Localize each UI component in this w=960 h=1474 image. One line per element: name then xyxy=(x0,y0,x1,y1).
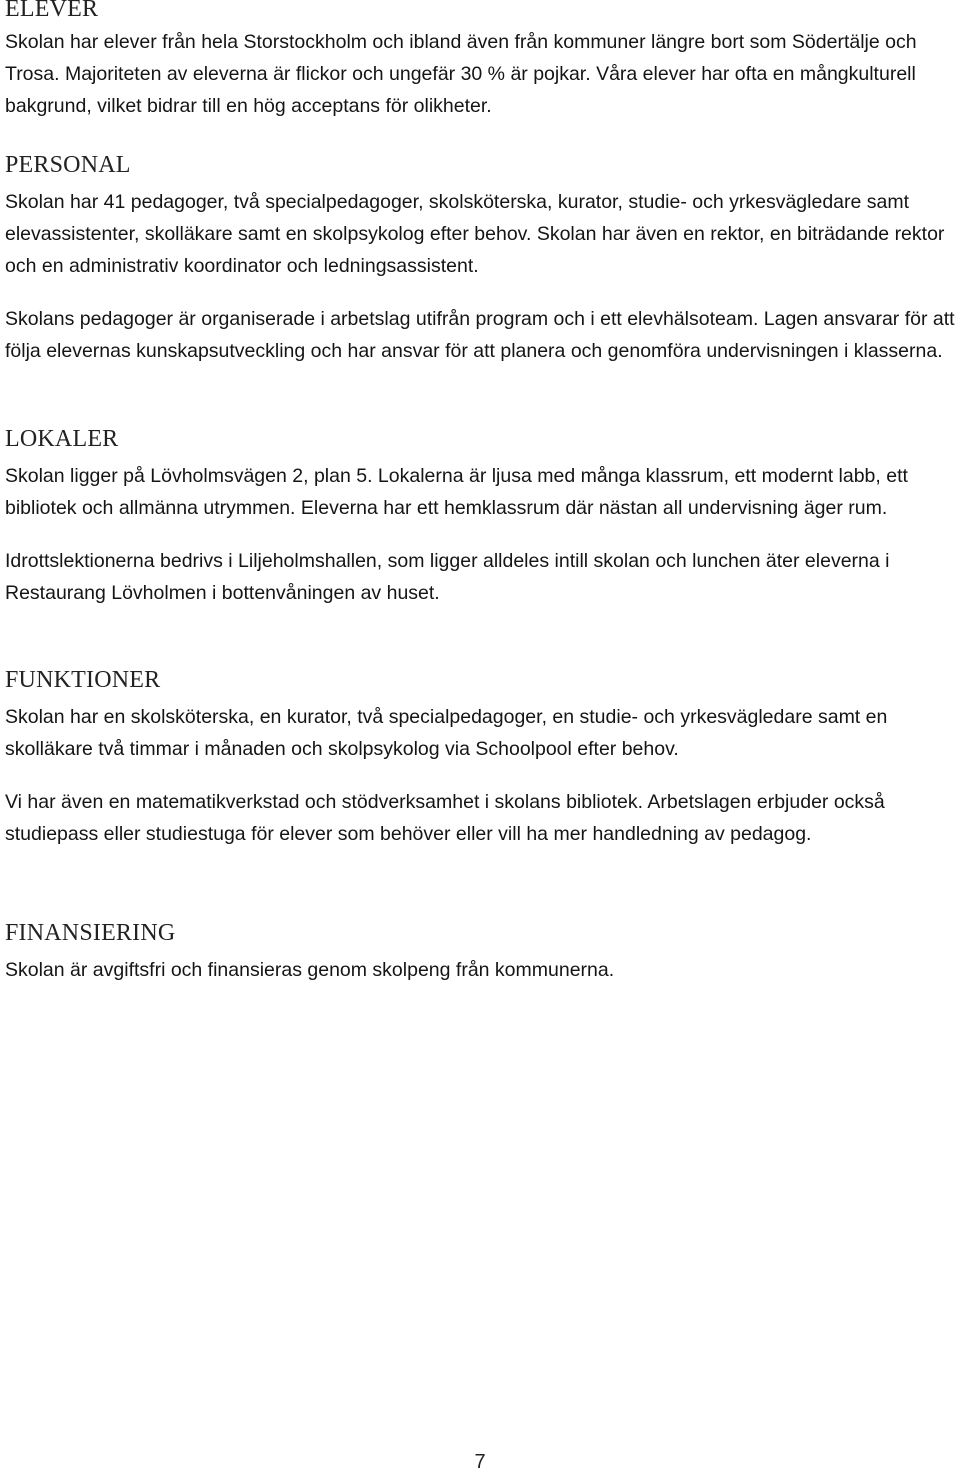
page-number: 7 xyxy=(474,1451,486,1473)
paragraph: Skolan har elever från hela Storstockholm och ibland även från kommuner längre bort som Södertälje och Trosa. Majoriteten av eleverna är flickor och ungefär 30 % är pojkar. Våra elever har ofta en mångkulturell bakgrund, vilket bidrar till en hög acceptans för olikheter. xyxy=(5,31,917,117)
section-finansiering xyxy=(5,920,960,986)
paragraph: Skolan har 41 pedagoger, två specialpedagoger, skolsköterska, kurator, studie- och yrkesvägledare samt elevassistenter, skolläkare samt en skolpsykolog efter behov. Skolan har även en rektor, en biträdande rektor och en administrativ koordinator och ledningsassistent. xyxy=(5,191,945,277)
section-heading-funktioner: FUNKTIONER xyxy=(5,667,161,693)
paragraph: Skolan är avgiftsfri och finansieras genom skolpeng från kommunerna. xyxy=(5,959,615,981)
paragraph: Skolan ligger på Lövholmsvägen 2, plan 5. Lokalerna är ljusa med många klassrum, ett modernt labb, ett bibliotek och allmänna utrymmen. Eleverna har ett hemklassrum där nästan all undervisning äger rum. xyxy=(5,465,908,519)
section-personal xyxy=(5,152,960,367)
section-heading-finansiering: FINANSIERING xyxy=(5,920,176,946)
section-funktioner xyxy=(5,667,960,850)
paragraph: Skolans pedagoger är organiserade i arbetslag utifrån program och i ett elevhälsoteam. Lagen ansvarar för att följa elevernas kunskapsutveckling och har ansvar för att planera och genomföra undervisningen i klasserna. xyxy=(5,308,955,362)
paragraph: Idrottslektionerna bedrivs i Liljeholmshallen, som ligger alldeles intill skolan och lunchen äter eleverna i Restaurang Lövholmen i bottenvåningen av huset. xyxy=(5,550,890,604)
paragraph: Vi har även en matematikverkstad och stödverksamhet i skolans bibliotek. Arbetslagen erbjuder också studiepass eller studiestuga för elever som behöver eller vill ha mer handledning av pedagog. xyxy=(5,791,885,845)
section-heading-elever: ELEVER xyxy=(5,0,99,22)
section-heading-lokaler: LOKALER xyxy=(5,426,119,452)
paragraph: Skolan har en skolsköterska, en kurator, två specialpedagoger, en studie- och yrkesvägledare samt en skolläkare två timmar i månaden och skolpsykolog via Schoolpool efter behov. xyxy=(5,706,888,760)
section-lokaler xyxy=(5,426,960,609)
section-elever xyxy=(5,0,960,122)
section-heading-personal: PERSONAL xyxy=(5,152,131,178)
